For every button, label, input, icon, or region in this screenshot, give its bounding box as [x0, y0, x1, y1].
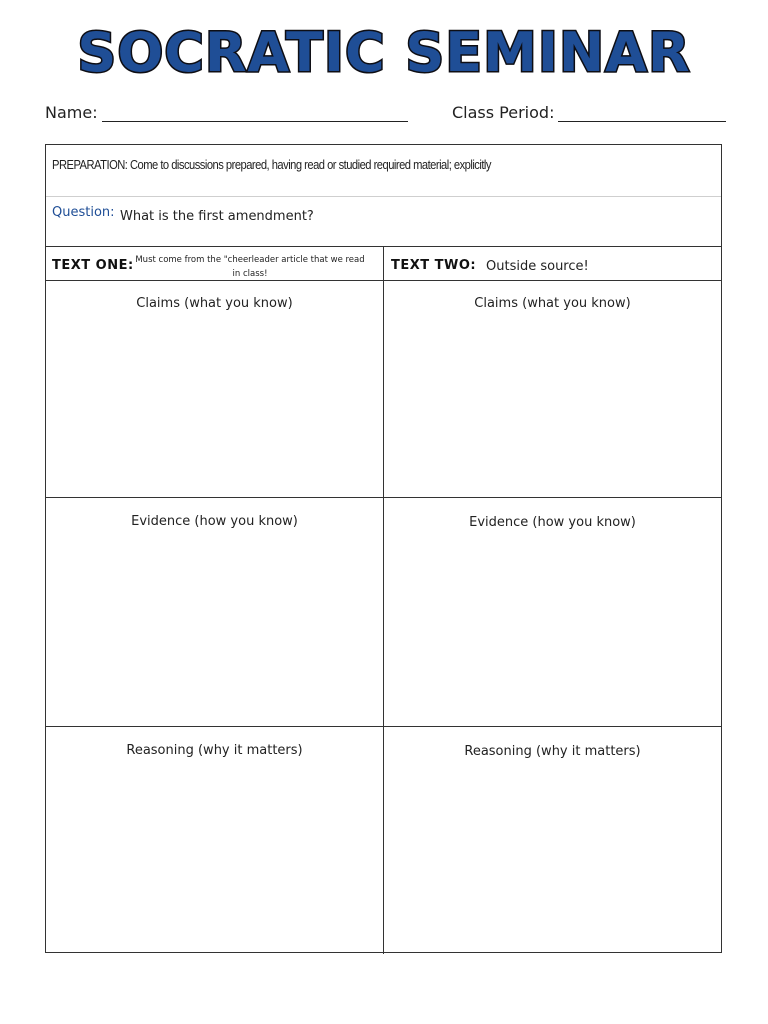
- name-field[interactable]: [102, 105, 408, 122]
- text-one-label: TEXT ONE:: [52, 258, 134, 273]
- text-one-claims-box[interactable]: [46, 281, 384, 498]
- text-one-note: Must come from the "cheerleader article that we read in class!: [135, 255, 365, 279]
- preparation-section: [46, 145, 721, 197]
- preparation-text: PREPARATION: Come to discussions prepared, having read or studied required material; explicitly: [52, 157, 491, 172]
- text-two-note: Outside source!: [486, 259, 589, 274]
- text-one-reasoning-box[interactable]: [46, 727, 384, 954]
- seminar-table: [45, 144, 722, 953]
- text-two-header: [384, 247, 721, 280]
- response-grid: [46, 281, 721, 952]
- claims-label: Claims (what you know): [474, 296, 631, 311]
- evidence-label: Evidence (how you know): [469, 515, 636, 530]
- class-period-label: Class Period:: [452, 103, 555, 122]
- claims-label: Claims (what you know): [136, 296, 293, 311]
- evidence-label: Evidence (how you know): [131, 514, 298, 529]
- reasoning-label: Reasoning (why it matters): [464, 744, 641, 759]
- name-label: Name:: [45, 103, 98, 122]
- question-label: Question:: [52, 205, 115, 220]
- name-row: [45, 100, 408, 122]
- question-section: [46, 197, 721, 247]
- text-two-evidence-box[interactable]: [384, 498, 721, 727]
- class-period-row: [452, 100, 726, 122]
- text-two-reasoning-box[interactable]: [384, 727, 721, 954]
- text-one-header: [46, 247, 384, 280]
- reasoning-label: Reasoning (why it matters): [126, 743, 303, 758]
- texts-header-row: [46, 247, 721, 281]
- text-two-label: TEXT TWO:: [391, 258, 477, 273]
- worksheet-title: SOCRATIC SEMINAR: [77, 21, 691, 84]
- text-two-claims-box[interactable]: [384, 281, 721, 498]
- question-text: What is the first amendment?: [120, 209, 314, 224]
- text-one-evidence-box[interactable]: [46, 498, 384, 727]
- class-period-field[interactable]: [558, 105, 726, 122]
